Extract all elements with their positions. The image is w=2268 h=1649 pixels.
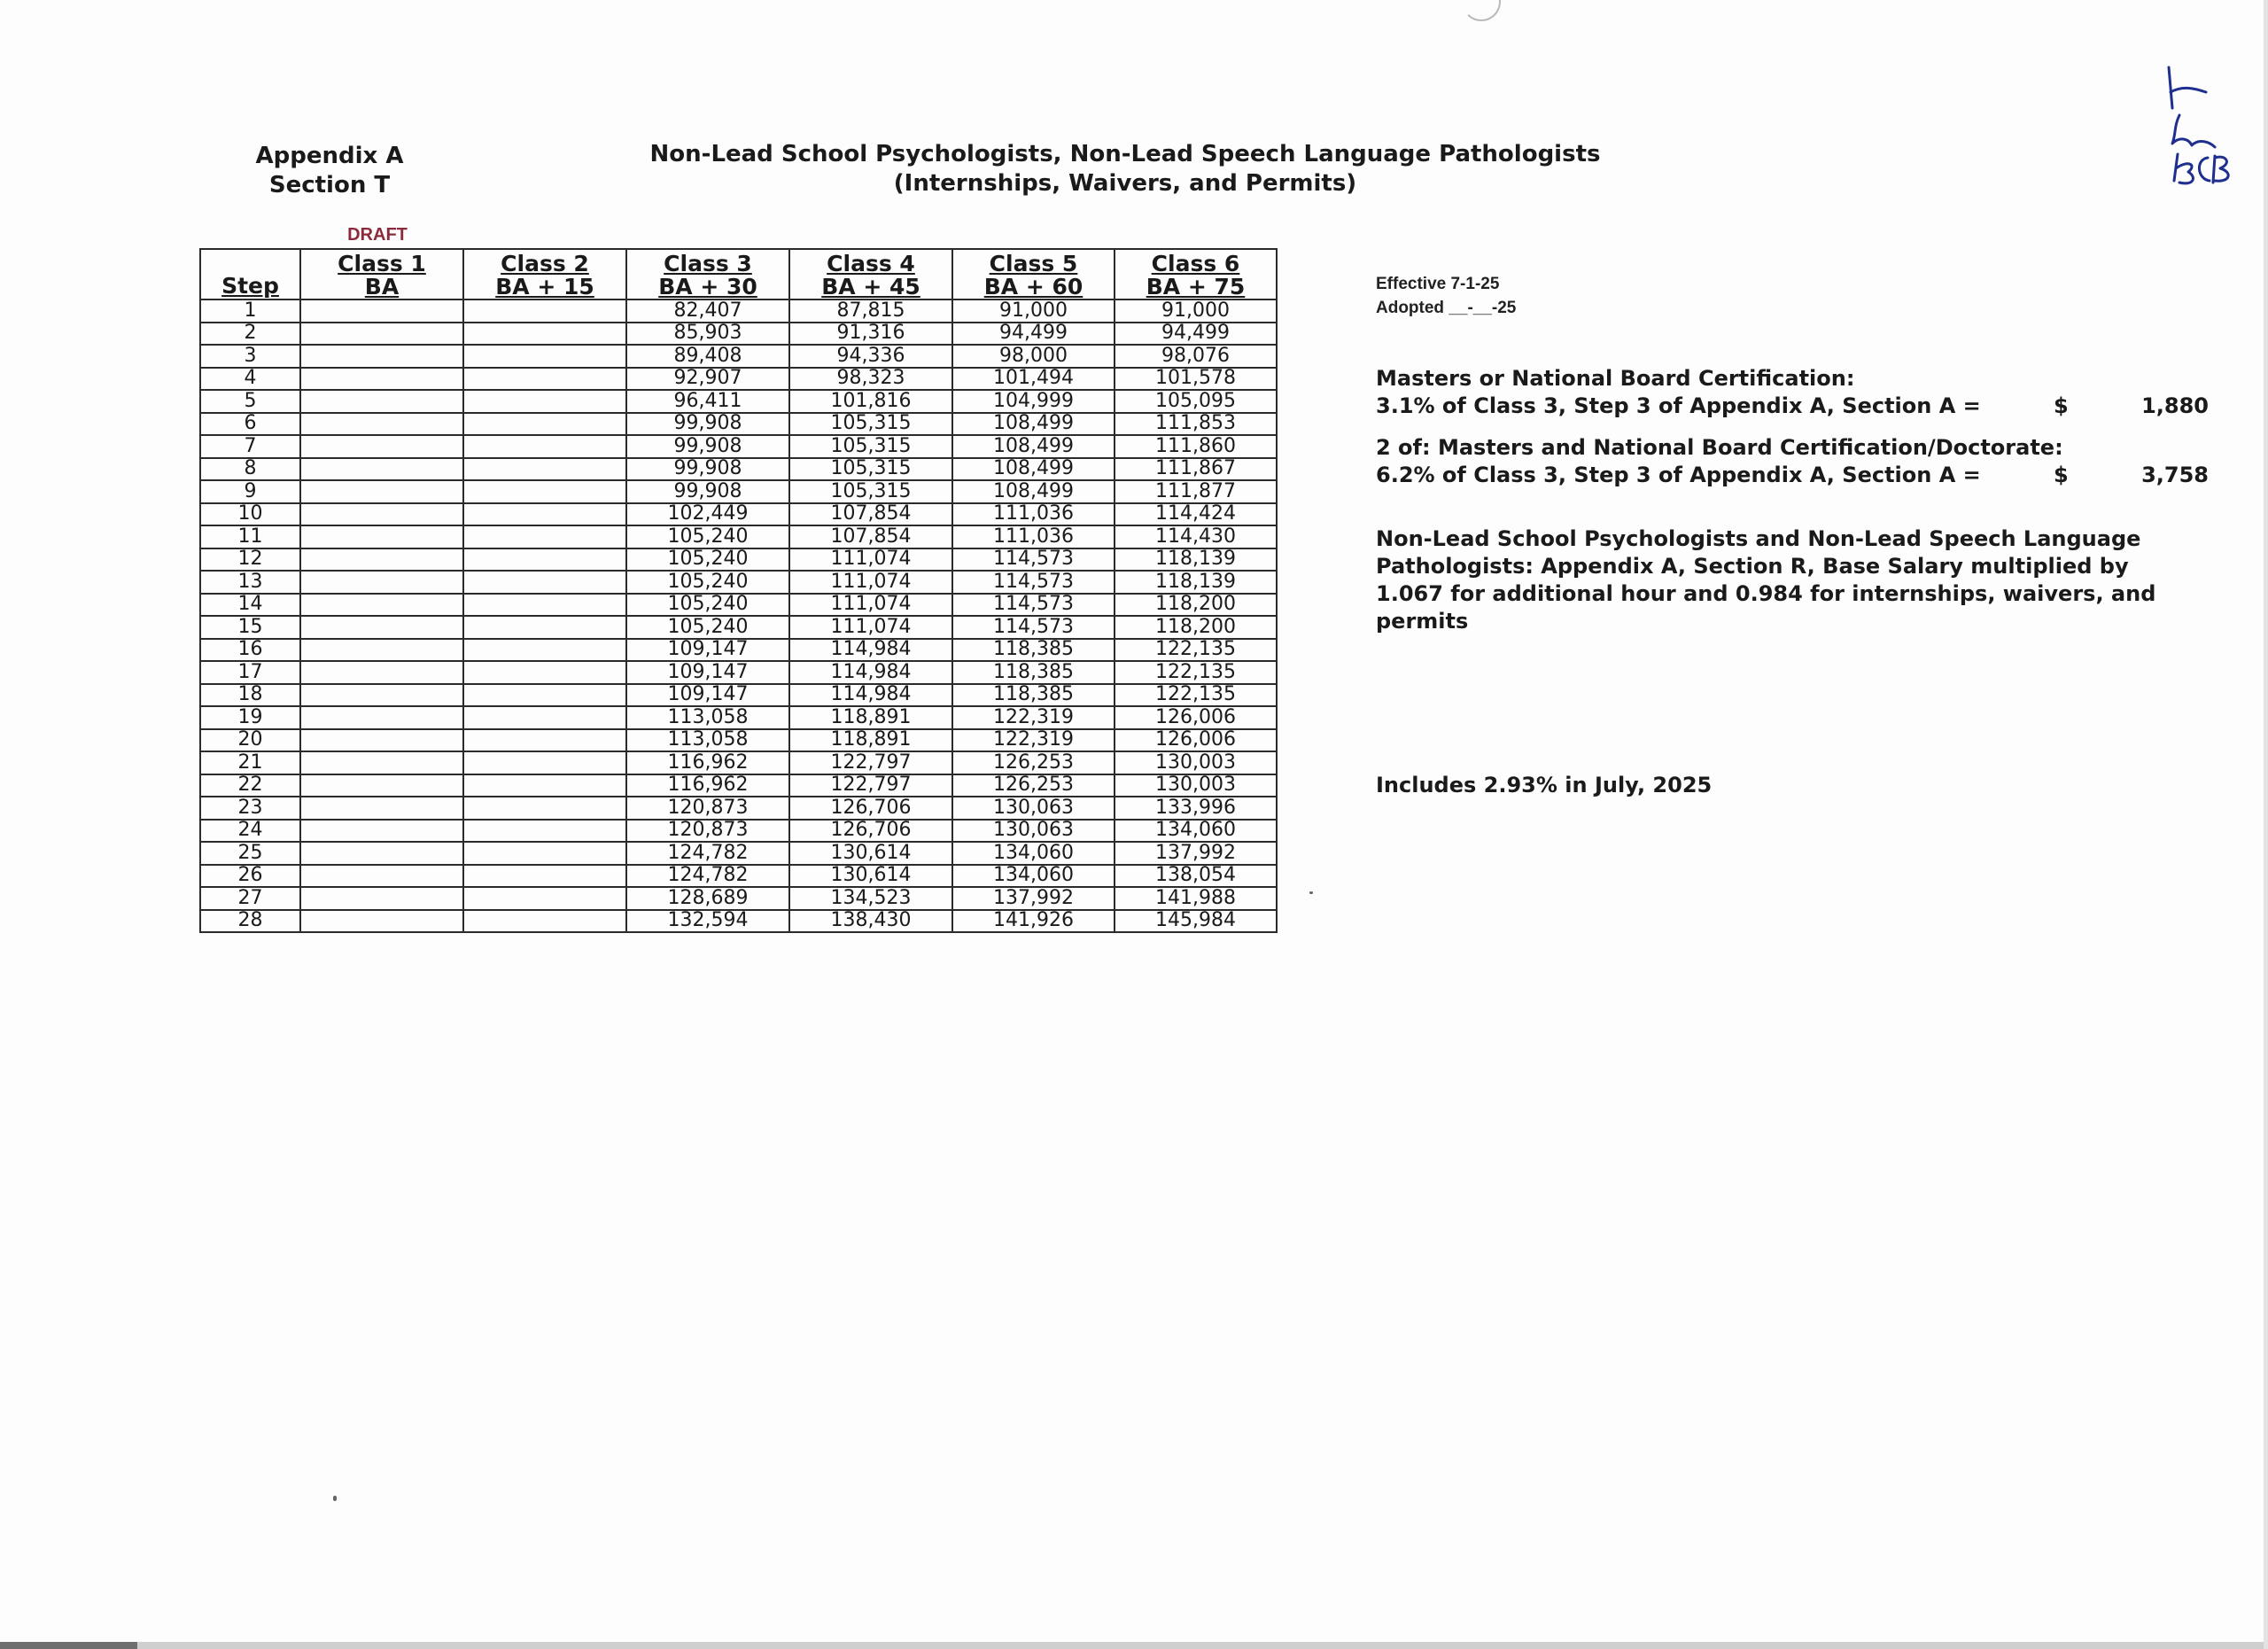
table-row bbox=[200, 865, 1277, 888]
salary-cell: 99,908 bbox=[626, 435, 789, 458]
masters-calc: 3.1% of Class 3, Step 3 of Appendix A, Section A = bbox=[1376, 393, 1981, 418]
column-class-label: Class 6 bbox=[1151, 251, 1240, 276]
step-cell: 22 bbox=[200, 774, 300, 797]
salary-cell: 118,200 bbox=[1115, 594, 1277, 617]
salary-cell bbox=[300, 368, 463, 391]
salary-cell: 118,200 bbox=[1115, 616, 1277, 639]
column-header-class-3 bbox=[626, 249, 789, 299]
salary-cell: 134,060 bbox=[1115, 820, 1277, 843]
salary-cell bbox=[463, 413, 626, 436]
salary-cell: 114,430 bbox=[1115, 525, 1277, 548]
salary-cell: 113,058 bbox=[626, 706, 789, 729]
table-row bbox=[200, 480, 1277, 503]
table-row bbox=[200, 616, 1277, 639]
salary-cell bbox=[463, 571, 626, 594]
salary-cell bbox=[300, 684, 463, 707]
salary-cell bbox=[463, 525, 626, 548]
step-cell: 6 bbox=[200, 413, 300, 436]
salary-cell: 114,424 bbox=[1115, 503, 1277, 526]
column-degree-label: BA bbox=[364, 274, 400, 299]
column-class-label: Class 5 bbox=[989, 251, 1078, 276]
salary-cell bbox=[463, 910, 626, 933]
salary-cell: 126,253 bbox=[952, 751, 1115, 774]
step-header: Step bbox=[200, 249, 300, 299]
salary-cell: 137,992 bbox=[952, 887, 1115, 910]
table-row bbox=[200, 345, 1277, 368]
step-cell: 7 bbox=[200, 435, 300, 458]
salary-cell bbox=[300, 323, 463, 346]
step-cell: 3 bbox=[200, 345, 300, 368]
salary-cell bbox=[463, 661, 626, 684]
column-class-label: Class 1 bbox=[338, 251, 426, 276]
table-row bbox=[200, 661, 1277, 684]
salary-cell: 111,074 bbox=[789, 548, 952, 572]
salary-cell bbox=[463, 729, 626, 752]
salary-cell: 105,315 bbox=[789, 458, 952, 481]
salary-cell: 94,499 bbox=[1115, 323, 1277, 346]
table-row bbox=[200, 639, 1277, 662]
salary-cell: 104,999 bbox=[952, 390, 1115, 413]
salary-cell bbox=[300, 616, 463, 639]
salary-cell: 130,003 bbox=[1115, 751, 1277, 774]
note-line-3: 1.067 for additional hour and 0.984 for internships, waivers, and bbox=[1376, 581, 2156, 606]
salary-cell: 114,984 bbox=[789, 684, 952, 707]
handwritten-initials-signature bbox=[2153, 62, 2250, 204]
table-row bbox=[200, 774, 1277, 797]
column-header-class-1 bbox=[300, 249, 463, 299]
salary-cell bbox=[300, 729, 463, 752]
table-header-row bbox=[200, 249, 1277, 299]
salary-cell: 85,903 bbox=[626, 323, 789, 346]
section-label: Section T bbox=[268, 172, 391, 198]
note-line-2: Pathologists: Appendix A, Section R, Base Salary multiplied by bbox=[1376, 554, 2129, 579]
salary-cell: 130,614 bbox=[789, 865, 952, 888]
salary-cell bbox=[463, 820, 626, 843]
salary-cell: 141,926 bbox=[952, 910, 1115, 933]
draft-label: DRAFT bbox=[347, 225, 408, 245]
salary-cell bbox=[463, 503, 626, 526]
step-cell: 12 bbox=[200, 548, 300, 572]
salary-cell bbox=[463, 865, 626, 888]
step-cell: 27 bbox=[200, 887, 300, 910]
table-row bbox=[200, 751, 1277, 774]
appendix-heading bbox=[221, 142, 438, 200]
table-row bbox=[200, 390, 1277, 413]
step-cell: 20 bbox=[200, 729, 300, 752]
step-cell: 19 bbox=[200, 706, 300, 729]
step-cell: 5 bbox=[200, 390, 300, 413]
salary-cell: 111,036 bbox=[952, 525, 1115, 548]
salary-cell bbox=[300, 842, 463, 865]
salary-cell: 134,523 bbox=[789, 887, 952, 910]
salary-cell bbox=[300, 503, 463, 526]
salary-cell: 114,573 bbox=[952, 594, 1115, 617]
table-row bbox=[200, 435, 1277, 458]
effective-block bbox=[1376, 272, 1516, 320]
salary-cell bbox=[300, 525, 463, 548]
salary-cell: 99,908 bbox=[626, 480, 789, 503]
step-cell: 17 bbox=[200, 661, 300, 684]
salary-cell: 98,323 bbox=[789, 368, 952, 391]
salary-cell: 118,891 bbox=[789, 729, 952, 752]
salary-cell: 137,992 bbox=[1115, 842, 1277, 865]
salary-cell: 118,139 bbox=[1115, 571, 1277, 594]
table-row bbox=[200, 684, 1277, 707]
salary-cell: 91,000 bbox=[952, 299, 1115, 323]
table-row bbox=[200, 368, 1277, 391]
salary-cell bbox=[463, 435, 626, 458]
table-row bbox=[200, 413, 1277, 436]
column-class-label: Class 2 bbox=[501, 251, 589, 276]
salary-cell: 108,499 bbox=[952, 435, 1115, 458]
salary-cell: 105,095 bbox=[1115, 390, 1277, 413]
salary-cell: 116,962 bbox=[626, 751, 789, 774]
salary-cell: 111,853 bbox=[1115, 413, 1277, 436]
table-row bbox=[200, 323, 1277, 346]
salary-cell: 126,006 bbox=[1115, 706, 1277, 729]
salary-cell bbox=[463, 616, 626, 639]
salary-cell: 114,984 bbox=[789, 639, 952, 662]
step-cell: 23 bbox=[200, 797, 300, 820]
table-row bbox=[200, 548, 1277, 572]
scan-speck bbox=[1309, 891, 1313, 894]
salary-cell: 118,385 bbox=[952, 684, 1115, 707]
salary-cell: 128,689 bbox=[626, 887, 789, 910]
salary-cell: 132,594 bbox=[626, 910, 789, 933]
salary-cell bbox=[463, 480, 626, 503]
doctorate-dollar-sign: $ bbox=[2054, 463, 2069, 487]
salary-cell: 120,873 bbox=[626, 797, 789, 820]
salary-cell bbox=[300, 571, 463, 594]
doctorate-stipend bbox=[1376, 434, 2209, 489]
column-degree-label: BA + 75 bbox=[1146, 274, 1246, 299]
salary-cell: 118,385 bbox=[952, 639, 1115, 662]
column-header-class-5 bbox=[952, 249, 1115, 299]
salary-cell bbox=[300, 661, 463, 684]
salary-cell bbox=[300, 458, 463, 481]
salary-cell bbox=[300, 548, 463, 572]
step-cell: 21 bbox=[200, 751, 300, 774]
salary-cell: 111,074 bbox=[789, 594, 952, 617]
column-class-label: Class 3 bbox=[664, 251, 752, 276]
salary-cell: 91,000 bbox=[1115, 299, 1277, 323]
salary-cell: 118,385 bbox=[952, 661, 1115, 684]
table-row bbox=[200, 458, 1277, 481]
adopted-date: Adopted __-__-25 bbox=[1376, 299, 1517, 317]
salary-cell: 114,573 bbox=[952, 616, 1115, 639]
salary-cell: 98,076 bbox=[1115, 345, 1277, 368]
doctorate-calc-line bbox=[1376, 462, 2209, 489]
table-row bbox=[200, 887, 1277, 910]
step-cell: 13 bbox=[200, 571, 300, 594]
salary-cell: 124,782 bbox=[626, 865, 789, 888]
salary-cell: 98,000 bbox=[952, 345, 1115, 368]
salary-cell bbox=[463, 684, 626, 707]
title-line-1: Non-Lead School Psychologists, Non-Lead Speech Language Pathologists bbox=[649, 141, 1601, 167]
salary-cell bbox=[300, 345, 463, 368]
salary-cell: 111,074 bbox=[789, 616, 952, 639]
step-cell: 14 bbox=[200, 594, 300, 617]
salary-cell bbox=[463, 323, 626, 346]
step-cell: 15 bbox=[200, 616, 300, 639]
note-line-4: permits bbox=[1376, 609, 1469, 634]
masters-dollar-sign: $ bbox=[2054, 393, 2069, 418]
salary-cell: 109,147 bbox=[626, 639, 789, 662]
includes-note: Includes 2.93% in July, 2025 bbox=[1376, 773, 1713, 797]
salary-cell: 126,706 bbox=[789, 797, 952, 820]
salary-cell: 122,135 bbox=[1115, 684, 1277, 707]
salary-cell bbox=[463, 797, 626, 820]
doctorate-amount: 3,758 bbox=[2141, 463, 2209, 487]
salary-cell: 91,316 bbox=[789, 323, 952, 346]
salary-cell bbox=[463, 594, 626, 617]
step-cell: 10 bbox=[200, 503, 300, 526]
salary-cell: 102,449 bbox=[626, 503, 789, 526]
column-header-class-4 bbox=[789, 249, 952, 299]
salary-cell: 126,253 bbox=[952, 774, 1115, 797]
salary-cell: 133,996 bbox=[1115, 797, 1277, 820]
salary-cell: 96,411 bbox=[626, 390, 789, 413]
salary-cell: 105,240 bbox=[626, 548, 789, 572]
salary-cell: 130,003 bbox=[1115, 774, 1277, 797]
salary-cell: 122,797 bbox=[789, 774, 952, 797]
step-cell: 1 bbox=[200, 299, 300, 323]
salary-cell: 130,063 bbox=[952, 820, 1115, 843]
table-row bbox=[200, 706, 1277, 729]
salary-cell: 138,054 bbox=[1115, 865, 1277, 888]
salary-cell: 122,319 bbox=[952, 729, 1115, 752]
salary-cell bbox=[463, 345, 626, 368]
salary-cell: 108,499 bbox=[952, 413, 1115, 436]
step-cell: 2 bbox=[200, 323, 300, 346]
salary-cell: 105,315 bbox=[789, 480, 952, 503]
salary-cell: 99,908 bbox=[626, 413, 789, 436]
table-row bbox=[200, 820, 1277, 843]
salary-cell bbox=[300, 820, 463, 843]
page-title bbox=[549, 140, 1701, 198]
salary-cell: 94,336 bbox=[789, 345, 952, 368]
step-cell: 9 bbox=[200, 480, 300, 503]
salary-cell bbox=[300, 774, 463, 797]
salary-cell: 111,867 bbox=[1115, 458, 1277, 481]
table-row bbox=[200, 910, 1277, 933]
masters-stipend bbox=[1376, 365, 2209, 420]
salary-cell: 111,860 bbox=[1115, 435, 1277, 458]
salary-cell bbox=[300, 865, 463, 888]
salary-cell bbox=[300, 706, 463, 729]
table-row bbox=[200, 571, 1277, 594]
salary-cell bbox=[300, 413, 463, 436]
step-cell: 24 bbox=[200, 820, 300, 843]
salary-cell: 94,499 bbox=[952, 323, 1115, 346]
salary-cell: 118,891 bbox=[789, 706, 952, 729]
salary-cell bbox=[300, 910, 463, 933]
column-class-label: Class 4 bbox=[827, 251, 915, 276]
salary-cell bbox=[300, 751, 463, 774]
salary-cell bbox=[463, 458, 626, 481]
salary-cell: 101,494 bbox=[952, 368, 1115, 391]
table-body bbox=[200, 299, 1277, 932]
salary-cell bbox=[463, 299, 626, 323]
salary-cell: 114,573 bbox=[952, 571, 1115, 594]
salary-cell: 120,873 bbox=[626, 820, 789, 843]
salary-cell: 108,499 bbox=[952, 480, 1115, 503]
column-degree-label: BA + 60 bbox=[983, 274, 1084, 299]
note-line-1: Non-Lead School Psychologists and Non-Lead Speech Language bbox=[1376, 526, 2141, 551]
salary-cell: 122,319 bbox=[952, 706, 1115, 729]
column-header-class-6 bbox=[1115, 249, 1277, 299]
step-cell: 28 bbox=[200, 910, 300, 933]
salary-cell bbox=[300, 390, 463, 413]
salary-cell: 105,240 bbox=[626, 616, 789, 639]
salary-cell: 109,147 bbox=[626, 661, 789, 684]
salary-cell bbox=[463, 390, 626, 413]
step-cell: 26 bbox=[200, 865, 300, 888]
salary-cell: 124,782 bbox=[626, 842, 789, 865]
salary-cell bbox=[300, 594, 463, 617]
salary-cell: 107,854 bbox=[789, 525, 952, 548]
scan-speck bbox=[333, 1496, 337, 1501]
table-row bbox=[200, 842, 1277, 865]
table-row bbox=[200, 594, 1277, 617]
salary-cell bbox=[300, 435, 463, 458]
masters-amount: 1,880 bbox=[2141, 393, 2209, 418]
table-row bbox=[200, 503, 1277, 526]
step-cell: 16 bbox=[200, 639, 300, 662]
salary-cell: 99,908 bbox=[626, 458, 789, 481]
salary-cell: 114,984 bbox=[789, 661, 952, 684]
step-cell: 4 bbox=[200, 368, 300, 391]
salary-cell: 113,058 bbox=[626, 729, 789, 752]
scan-edge-bottom-dark bbox=[0, 1642, 137, 1649]
column-degree-label: BA + 15 bbox=[495, 274, 594, 299]
salary-cell: 114,573 bbox=[952, 548, 1115, 572]
salary-cell: 87,815 bbox=[789, 299, 952, 323]
salary-schedule-table bbox=[199, 248, 1278, 933]
column-degree-label: BA + 45 bbox=[821, 274, 920, 299]
salary-cell bbox=[463, 751, 626, 774]
salary-cell bbox=[463, 548, 626, 572]
column-degree-label: BA + 30 bbox=[658, 274, 757, 299]
salary-cell bbox=[463, 639, 626, 662]
doctorate-calc: 6.2% of Class 3, Step 3 of Appendix A, Section A = bbox=[1376, 463, 1981, 487]
step-cell: 18 bbox=[200, 684, 300, 707]
salary-cell: 122,135 bbox=[1115, 639, 1277, 662]
title-line-2: (Internships, Waivers, and Permits) bbox=[893, 170, 1357, 197]
salary-cell: 134,060 bbox=[952, 865, 1115, 888]
salary-cell: 111,877 bbox=[1115, 480, 1277, 503]
salary-cell: 92,907 bbox=[626, 368, 789, 391]
salary-cell: 126,706 bbox=[789, 820, 952, 843]
scan-edge-bottom bbox=[0, 1642, 2268, 1649]
salary-cell: 111,036 bbox=[952, 503, 1115, 526]
base-salary-note bbox=[1376, 525, 2226, 635]
salary-cell: 109,147 bbox=[626, 684, 789, 707]
column-header-class-2 bbox=[463, 249, 626, 299]
salary-cell bbox=[300, 797, 463, 820]
salary-cell: 82,407 bbox=[626, 299, 789, 323]
masters-title: Masters or National Board Certification: bbox=[1376, 366, 1855, 391]
step-cell: 25 bbox=[200, 842, 300, 865]
salary-cell bbox=[300, 299, 463, 323]
salary-cell: 107,854 bbox=[789, 503, 952, 526]
salary-cell: 118,139 bbox=[1115, 548, 1277, 572]
salary-cell: 130,063 bbox=[952, 797, 1115, 820]
salary-cell bbox=[463, 887, 626, 910]
effective-date: Effective 7-1-25 bbox=[1376, 275, 1500, 293]
scan-edge-right bbox=[2264, 0, 2268, 1649]
salary-cell: 108,499 bbox=[952, 458, 1115, 481]
salary-cell: 101,578 bbox=[1115, 368, 1277, 391]
salary-cell: 145,984 bbox=[1115, 910, 1277, 933]
doctorate-title: 2 of: Masters and National Board Certification/Doctorate: bbox=[1376, 435, 2063, 460]
salary-cell bbox=[463, 368, 626, 391]
salary-cell bbox=[463, 774, 626, 797]
salary-cell: 105,240 bbox=[626, 525, 789, 548]
salary-cell: 134,060 bbox=[952, 842, 1115, 865]
salary-cell bbox=[300, 887, 463, 910]
salary-cell: 89,408 bbox=[626, 345, 789, 368]
salary-cell: 105,315 bbox=[789, 435, 952, 458]
table-row bbox=[200, 299, 1277, 323]
salary-cell bbox=[463, 842, 626, 865]
table-row bbox=[200, 729, 1277, 752]
salary-cell: 138,430 bbox=[789, 910, 952, 933]
masters-calc-line bbox=[1376, 393, 2209, 420]
salary-cell: 111,074 bbox=[789, 571, 952, 594]
salary-cell: 126,006 bbox=[1115, 729, 1277, 752]
salary-cell: 116,962 bbox=[626, 774, 789, 797]
salary-cell: 105,240 bbox=[626, 571, 789, 594]
salary-cell: 122,135 bbox=[1115, 661, 1277, 684]
salary-cell: 141,988 bbox=[1115, 887, 1277, 910]
scan-corner-mark bbox=[1462, 0, 1501, 21]
table-row bbox=[200, 797, 1277, 820]
salary-cell bbox=[463, 706, 626, 729]
appendix-label: Appendix A bbox=[255, 143, 404, 169]
salary-cell: 130,614 bbox=[789, 842, 952, 865]
salary-cell bbox=[300, 480, 463, 503]
salary-cell bbox=[300, 639, 463, 662]
salary-cell: 105,240 bbox=[626, 594, 789, 617]
salary-cell: 105,315 bbox=[789, 413, 952, 436]
table-row bbox=[200, 525, 1277, 548]
salary-cell: 122,797 bbox=[789, 751, 952, 774]
step-cell: 8 bbox=[200, 458, 300, 481]
salary-cell: 101,816 bbox=[789, 390, 952, 413]
step-cell: 11 bbox=[200, 525, 300, 548]
